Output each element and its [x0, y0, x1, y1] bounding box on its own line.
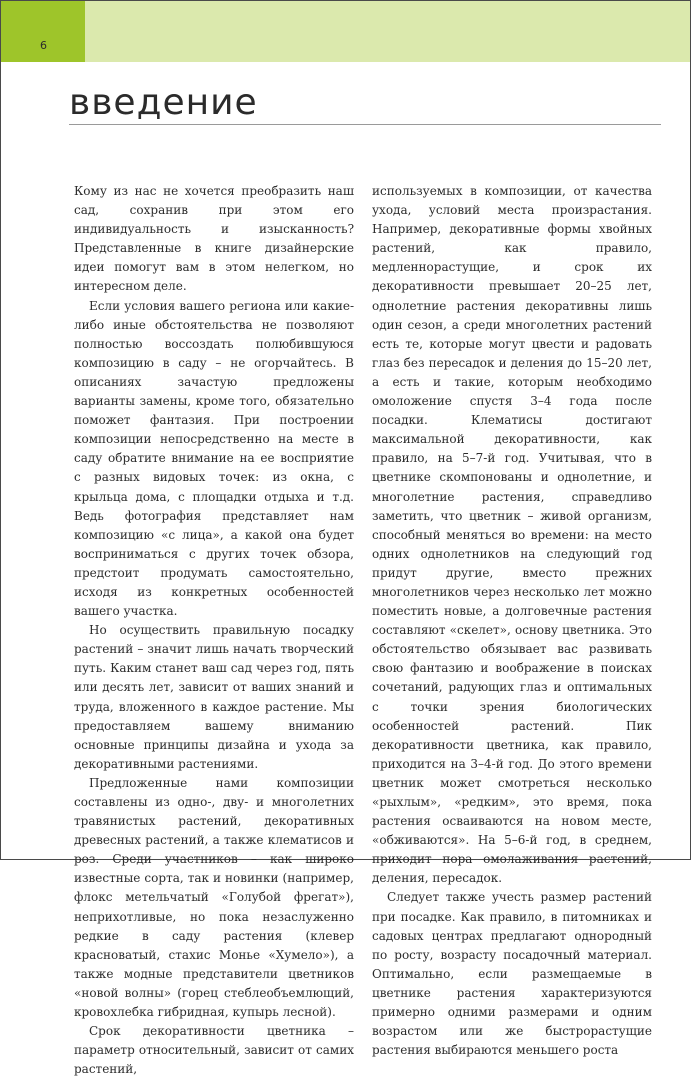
- paragraph: Срок декоративности цветника – параметр относительный, зависит от самих растений,: [74, 1024, 354, 1077]
- right-column: [372, 182, 652, 1060]
- left-column: [74, 182, 354, 1079]
- paragraph: Предложенные нами композиции составлены из одно-, дву- и многолетних травянистых растений, декоративных древесных растений, а также клематисов и роз. Среди участников – как широко известные сорта, так и новинки (например, флокс метельчатый «Голубой фрегат»), неприхотливые, но пока незаслуженно редкие в саду растения (клевер красноватый, стахис Монье «Хумело»), а также модные представители цветников «новой волны» (горец стеблеобъемлющий, кровохлебка гибридная, купырь лесной).: [74, 775, 354, 1020]
- title-rule: [69, 124, 661, 125]
- paragraph: используемых в композиции, от качества ухода, условий места произрастания. Например, декоративные формы хвойных растений, как правило, медленнорастущие, и срок их декоративности превышает 20–25 лет, однолетние растения декоративны лишь один сезон, а среди многолетних растений есть те, которые могут цвести и радовать глаз без пересадок и деления до 15–20 лет, а есть и такие, которым необходимо омоложение спустя 3–4 года после посадки. Клематисы достигают максимальной декоративности, как правило, на 5–7-й год. Учитывая, что в цветнике скомпонованы и однолетние, и многолетние растения, справедливо заметить, что цветник – живой организм, способный меняться во времени: на место одних однолетников на следующий год придут другие, вместо прежних многолетников через несколько лет можно поместить новые, а долговечные растения составляют «скелет», основу цветника. Это обстоятельство обязывает вас развивать свою фантазию и воображение в поисках сочетаний, радующих глаз и оптимальных с точки зрения биологических особенностей растений. Пик декоративности цветника, как правило, приходится на 3–4-й год. До этого времени цветник может смотреться несколько «рыхлым», «редким», это время, пока растения осваиваются на новом месте, «обживаются». На 5–6-й год, в среднем, приходит пора омолаживания растений, деления, пересадок.: [372, 184, 652, 886]
- paragraph: Следует также учесть размер растений при посадке. Как правило, в питомниках и садовых центрах предлагают однородный по росту, возрасту посадочный материал. Оптимально, если размещаемые в цветнике растения характеризуются примерно одними размерами и одним возрастом или же быстрорастущие растения выбираются меньшего роста: [372, 890, 652, 1058]
- paragraph: Кому из нас не хочется преобразить наш сад, сохранив при этом его индивидуальность и изысканность? Представленные в книге дизайнерские идеи помогут вам в этом нелегком, но интересном деле.: [74, 184, 354, 294]
- page-number-tab: [1, 1, 85, 62]
- paragraph: Если условия вашего региона или какие-либо иные обстоятельства не позволяют полностью воссоздать полюбившуюся композицию в саду – не огорчайтесь. В описаниях зачастую предложены варианты замены, кроме того, обязательно поможет фантазия. При построении композиции непосредственно на месте в саду обратите внимание на ее восприятие с разных видовых точек: из окна, с крыльца дома, с площадки отдыха и т.д. Ведь фотография представляет нам композицию «с лица», а какой она будет восприниматься с других точек обзора, предстоит продумать самостоятельно, исходя из конкретных особенностей вашего участка.: [74, 298, 354, 619]
- page-number: 6: [40, 39, 47, 52]
- header-band: [1, 1, 690, 62]
- paragraph: Но осуществить правильную посадку растений – значит лишь начать творческий путь. Каким станет ваш сад через год, пять или десять лет, зависит от ваших знаний и труда, вложенного в каждое растение. Мы предоставляем вашему вниманию основные принципы дизайна и ухода за декоративными растениями.: [74, 623, 354, 771]
- chapter-title: введение: [69, 82, 258, 123]
